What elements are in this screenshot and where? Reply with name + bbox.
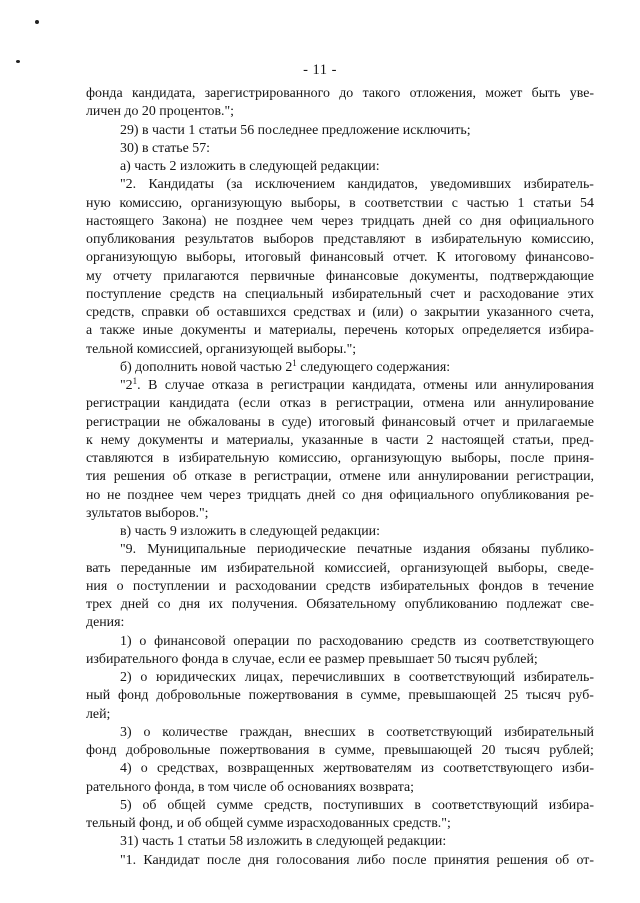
text-line: тельный фонд, и об общей сумме израсходованных средств.";	[86, 816, 451, 831]
text-line: а) часть 2 изложить в следующей редакции:	[120, 159, 380, 174]
text-line: б) дополнить новой частью $2^1$ следующего содержания:	[120, 357, 451, 375]
text-line: регистрации не обжалованы в суде) итоговый финансовый отчет и прилагаемые	[86, 414, 594, 430]
text-line: 3) о количестве граждан, внесших в соответствующий избирательный	[120, 724, 594, 740]
text-line: "9. Муниципальные периодические печатные издания обязаны публико-	[120, 542, 594, 558]
text-line: 1) о финансовой операции по расходованию средств из соответствующего	[120, 633, 594, 649]
text-line: трех дней со дня их получения. Обязательному опубликованию подлежат све-	[86, 597, 594, 612]
text-line: тельной комиссией, организующей выборы.";	[86, 341, 357, 357]
text-line: 30) в статье 57:	[120, 140, 211, 156]
document-body	[86, 85, 594, 870]
text-line: "$2^1$. В случае отказа в регистрации кандидата, отмены или аннулирования	[120, 376, 594, 393]
text-line: организующую выборы, итоговый финансовый отчет. К итоговому финансово-	[86, 250, 594, 266]
text-line: средств, справки об оставшихся средствах и (или) о закрытии указанного счета,	[86, 305, 594, 320]
scan-speck-top	[35, 20, 39, 24]
text-line: дения:	[86, 615, 125, 631]
text-line: му отчету прилагаются первичные финансовые документы, подтверждающие	[86, 268, 594, 284]
text-line: личен до 20 процентов.";	[86, 104, 235, 120]
text-line: ный фонд добровольные пожертвования в сумме, превышающей 25 тысяч руб-	[86, 688, 594, 704]
text-line: "1. Кандидат после дня голосования либо после принятия решения об от-	[120, 852, 594, 868]
text-line: в) часть 9 изложить в следующей редакции:	[120, 524, 380, 539]
text-line: тия решения об отказе в регистрации, отмене или аннулировании регистрации,	[86, 469, 594, 485]
text-line: 31) часть 1 статьи 58 изложить в следующей редакции:	[120, 834, 447, 850]
text-line: регистрации кандидата (если отказ в регистрации, отмена или аннулирование	[86, 396, 594, 412]
text-line: 29) в части 1 статьи 56 последнее предложение исключить;	[120, 122, 471, 138]
text-line: рательного фонда, в том числе об основаниях возврата;	[86, 779, 414, 795]
text-line: к нему документы и материалы, указанные в части 2 настоящей статьи, пред-	[86, 432, 594, 448]
text-line: ную комиссию, организующую выборы, в соответствии с частью 1 статьи 54	[86, 195, 594, 211]
text-line: 4) о средствах, возвращенных жертвователям из соответствующего изби-	[120, 761, 594, 777]
text-line: опубликования результатов выборов представляют в избирательную комиссию,	[86, 232, 594, 247]
text-line: "2. Кандидаты (за исключением кандидатов, уведомивших избиратель-	[120, 177, 594, 193]
text-line: но не позднее чем через тридцать дней со дня официального опубликования ре-	[86, 487, 594, 503]
text-line: 2) о юридических лицах, перечисливших в соответствующий избиратель-	[120, 670, 594, 685]
text-line: настоящего Закона) не позднее чем через тридцать дней со дня официального	[86, 213, 594, 229]
text-line: а также иные документы и материалы, перечень которых определяется избира-	[86, 323, 594, 339]
text-line: вать переданные им избирательной комиссией, организующей выборы, сведе-	[86, 560, 594, 576]
text-line: лей;	[86, 706, 111, 722]
text-line: поступление средств на специальный избирательный счет и расходование этих	[86, 286, 594, 302]
text-line: избирательного фонда в случае, если ее размер превышает 50 тысяч рублей;	[86, 651, 538, 667]
text-line: зультатов выборов.";	[86, 505, 209, 521]
text-line: ния о поступлении и расходовании средств избирательных фондов в течение	[86, 578, 594, 594]
text-line: фонда кандидата, зарегистрированного до такого отложения, может быть уве-	[86, 86, 594, 101]
text-line: 5) об общей сумме средств, поступивших в соответствующий избира-	[120, 797, 594, 813]
text-line: ставляются в избирательную комиссию, организующую выборы, после приня-	[86, 451, 594, 466]
text-line: фонд добровольные пожертвования в сумме, превышающей 20 тысяч рублей;	[86, 743, 594, 758]
page-number: - 11 -	[303, 62, 337, 78]
